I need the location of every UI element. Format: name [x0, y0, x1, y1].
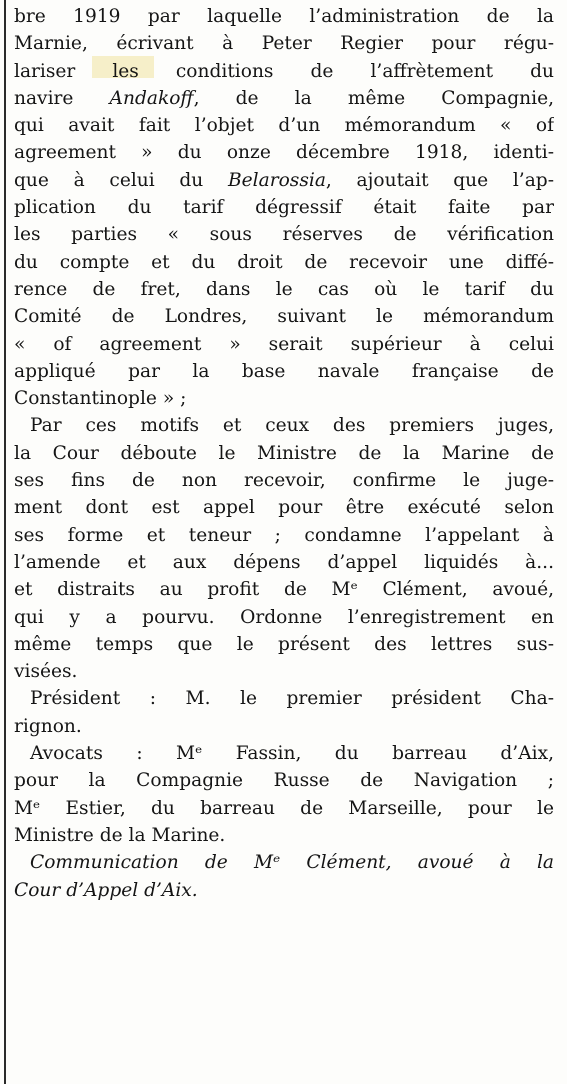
text-segment: agreement » du onze décembre 1918, identi- — [14, 142, 554, 164]
text-line — [14, 522, 554, 549]
text-line — [14, 412, 554, 439]
text-segment: ment dont est appel pour être exécuté selon — [14, 497, 554, 519]
text-line — [14, 194, 554, 221]
text-line — [14, 221, 554, 248]
text-line — [14, 58, 554, 85]
text-segment: pour la Compagnie Russe de Navigation ; — [14, 770, 554, 792]
text-line — [14, 685, 554, 712]
text-line — [14, 331, 554, 358]
text-segment: visées. — [14, 661, 78, 683]
text-line — [14, 112, 554, 139]
text-segment: l’amende et aux dépens d’appel liquidés à... — [14, 551, 554, 573]
text-segment: Constantinople » ; — [14, 388, 187, 410]
text-line — [14, 358, 554, 385]
text-segment: , ajoutait que l’ap- — [325, 169, 554, 191]
text-segment: Marnie, écrivant à Peter Regier pour régu- — [14, 33, 554, 55]
text-segment: navire — [14, 87, 110, 109]
text-segment: qui avait fait l’objet d’un mémorandum « of — [14, 115, 554, 137]
text-segment: du compte et du droit de recevoir une diffé- — [14, 251, 554, 273]
text-segment: Andakoff — [109, 87, 194, 109]
text-line — [14, 877, 554, 904]
text-line — [14, 30, 554, 57]
text-line — [14, 467, 554, 494]
text-segment: même temps que le présent des lettres sus- — [14, 633, 554, 655]
text-segment: la Cour déboute le Ministre de la Marine de — [14, 442, 554, 464]
text-segment: ses forme et teneur ; condamne l’appelant à — [14, 524, 554, 546]
text-segment: Ministre de la Marine. — [14, 824, 226, 846]
text-line — [14, 3, 554, 30]
text-segment: bre 1919 par laquelle l’administration de la — [14, 6, 554, 27]
text-segment: Par ces motifs et ceux des premiers juges, — [30, 415, 554, 437]
text-line — [14, 849, 554, 876]
text-segment: Belarossia — [228, 169, 326, 191]
text-segment: plication du tarif dégressif était faite par — [14, 197, 554, 219]
text-segment: ses fins de non recevoir, confirme le juge- — [14, 470, 554, 492]
text-line — [14, 385, 554, 412]
text-segment: Avocats : Mᵉ Fassin, du barreau d’Aix, — [30, 743, 554, 765]
text-line — [14, 85, 554, 112]
text-line — [14, 822, 554, 849]
text-line — [14, 494, 554, 521]
text-segment: , de la même Compagnie, — [193, 87, 554, 109]
text-line — [14, 167, 554, 194]
text-line — [14, 139, 554, 166]
text-segment: Président : M. le premier président Cha- — [30, 688, 554, 710]
text-line — [14, 740, 554, 767]
text-line — [14, 249, 554, 276]
text-segment: lariser les conditions de l’affrètement du — [14, 60, 554, 82]
document-body — [14, 3, 554, 904]
text-segment: Comité de Londres, suivant le mémorandum — [14, 306, 554, 328]
text-segment: qui y a pourvu. Ordonne l’enregistrement en — [14, 606, 554, 628]
text-segment: et distraits au profit de Mᵉ Clément, avoué, — [14, 579, 554, 601]
text-segment: Cour d’Appel d’Aix. — [14, 879, 198, 901]
text-line — [14, 604, 554, 631]
text-line — [14, 767, 554, 794]
text-line — [14, 713, 554, 740]
text-line — [14, 795, 554, 822]
text-line — [14, 303, 554, 330]
text-line — [14, 440, 554, 467]
text-line — [14, 576, 554, 603]
left-margin-rule — [4, 0, 6, 1084]
text-segment: les parties « sous réserves de vérification — [14, 224, 554, 246]
text-line — [14, 658, 554, 685]
text-segment: appliqué par la base navale française de — [14, 360, 554, 382]
text-line — [14, 276, 554, 303]
text-line — [14, 631, 554, 658]
text-segment: rignon. — [14, 715, 82, 737]
text-segment: que à celui du — [14, 169, 229, 191]
text-line — [14, 549, 554, 576]
text-segment: Mᵉ Estier, du barreau de Marseille, pour le — [14, 797, 554, 819]
text-segment: « of agreement » serait supérieur à celui — [14, 333, 554, 355]
text-segment: rence de fret, dans le cas où le tarif du — [14, 278, 554, 300]
text-segment: Communication de Mᵉ Clément, avoué à la — [30, 852, 554, 874]
